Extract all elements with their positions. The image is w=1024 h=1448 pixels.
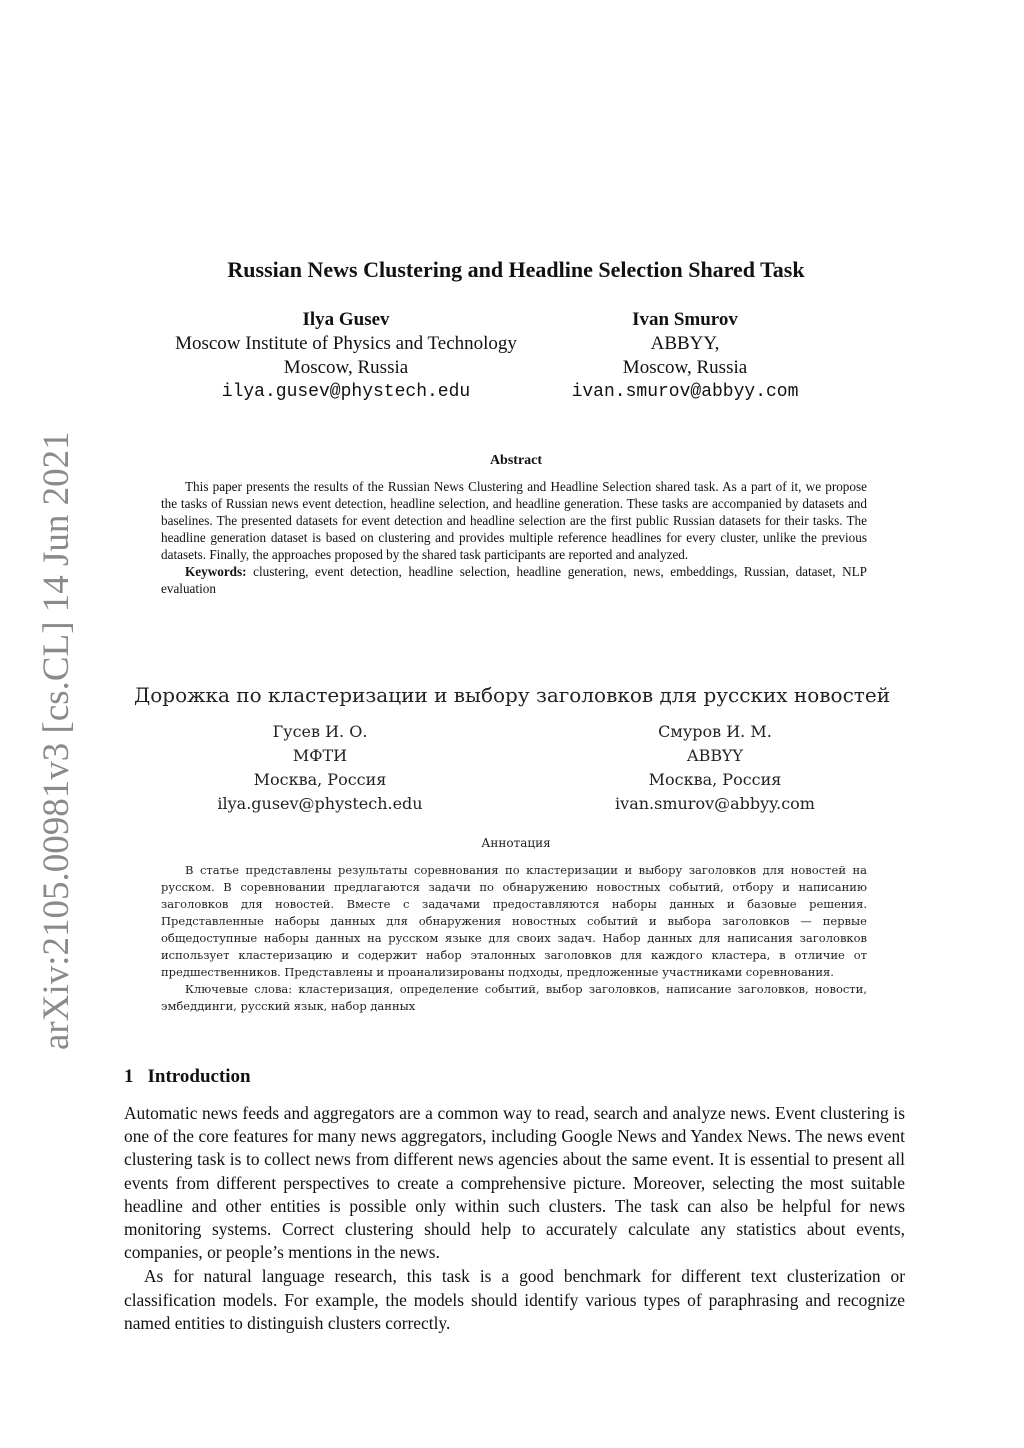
author-name: Ivan Smurov: [632, 309, 738, 330]
arxiv-stamp: arXiv:2105.00981v3 [cs.CL] 14 Jun 2021: [36, 431, 77, 1050]
author-block-2: [540, 308, 830, 404]
author-location: Moscow, Russia: [622, 357, 748, 378]
section-heading: [124, 1066, 251, 1088]
author-name: Ilya Gusev: [302, 309, 390, 330]
author-email: ilya.gusev@phystech.edu: [221, 382, 471, 402]
section-body: [124, 1102, 905, 1335]
paragraph: Automatic news feeds and aggregators are a common way to read, search and analyze news. Event clustering is one of the core features for many news aggregators, including Google News and Yandex News. The news event clustering task is to collect news from different news agencies about the same event. It is essential to present all events from different perspectives to create a comprehensive picture. Moreover, selecting the most suitable headline and other entities is possible only within such clusters. The task can also be helpful for news monitoring systems. Correct clustering should help to accurately calculate any statistics about events, companies, or people’s mentions in the news.: [124, 1103, 905, 1263]
abstract: [161, 478, 867, 597]
keywords-line: [161, 563, 867, 597]
section-number: 1: [124, 1066, 134, 1087]
paragraph: As for natural language research, this task is a good benchmark for different text clusterization or classification models. For example, the models should identify various types of paraphrasing and recognize named entities to distinguish clusters correctly.: [124, 1266, 905, 1333]
ru-author-location: Москва, Россия: [253, 770, 387, 789]
ru-author-location: Москва, Россия: [648, 770, 782, 789]
abstract-text: This paper presents the results of the Russian News Clustering and Headline Selection shared task. As a part of it, we propose the tasks of Russian news event detection, headline selection, and headline generation. These tasks are accompanied by datasets and baselines. The presented datasets for event detection and headline selection are the first public Russian datasets for their tasks. The headline generation dataset is based on clustering and provides multiple reference headlines for every cluster, unlike the previous datasets. Finally, the approaches proposed by the shared task participants are reported and analyzed.: [161, 479, 867, 562]
ru-author-name: Смуров И. М.: [658, 722, 772, 741]
author-email: ivan.smurov@abbyy.com: [571, 382, 799, 402]
ru-author-email: ilya.gusev@phystech.edu: [217, 794, 423, 813]
author-location: Moscow, Russia: [283, 357, 409, 378]
ru-author-email: ivan.smurov@abbyy.com: [615, 794, 815, 813]
ru-author-name: Гусев И. О.: [272, 722, 368, 741]
ru-keywords: Ключевые слова: кластеризация, определение событий, выбор заголовков, написание заголовков, новости, эмбеддинги, русский язык, набор данных: [161, 982, 867, 1013]
ru-author-block-1: [180, 720, 460, 816]
ru-abstract-text: В статье представлены результаты соревнования по кластеризации и выбору заголовков для новостей на русском. В соревновании предлагаются задачи по обнаружению новостных событий, отбору и написанию заголовков для новостей. Вместе с задачами предоставляются наборы данных и базовые решения. Представленные наборы данных для обнаружения новостных событий и выбора заголовков — первые общедоступные наборы данных на русском языке для своих задач. Набор данных для написания заголовков использует кластеризацию и содержит набор эталонных заголовков для каждого кластера, в отличие от предшественников. Представлены и проанализированы подходы, предложенные участниками соревнования.: [161, 863, 867, 979]
ru-author-affiliation: МФТИ: [292, 746, 348, 765]
ru-abstract: [161, 862, 867, 1015]
section-title: Introduction: [147, 1066, 251, 1087]
paper-title: Russian News Clustering and Headline Selection Shared Task: [227, 257, 805, 282]
keywords-label: Keywords:: [185, 564, 247, 579]
ru-abstract-heading: Аннотация: [481, 836, 551, 850]
author-affiliation: Moscow Institute of Physics and Technology: [175, 333, 517, 354]
ru-author-block-2: [575, 720, 855, 816]
ru-author-affiliation: ABBYY: [687, 746, 743, 765]
ru-title: Дорожка по кластеризации и выбору заголовков для русских новостей: [133, 683, 891, 707]
abstract-heading: Abstract: [489, 453, 543, 468]
author-block-1: [146, 308, 546, 404]
keywords-text: clustering, event detection, headline selection, headline generation, news, embeddings, Russian, dataset, NLP evaluation: [161, 564, 867, 596]
author-affiliation: ABBYY,: [650, 333, 720, 354]
